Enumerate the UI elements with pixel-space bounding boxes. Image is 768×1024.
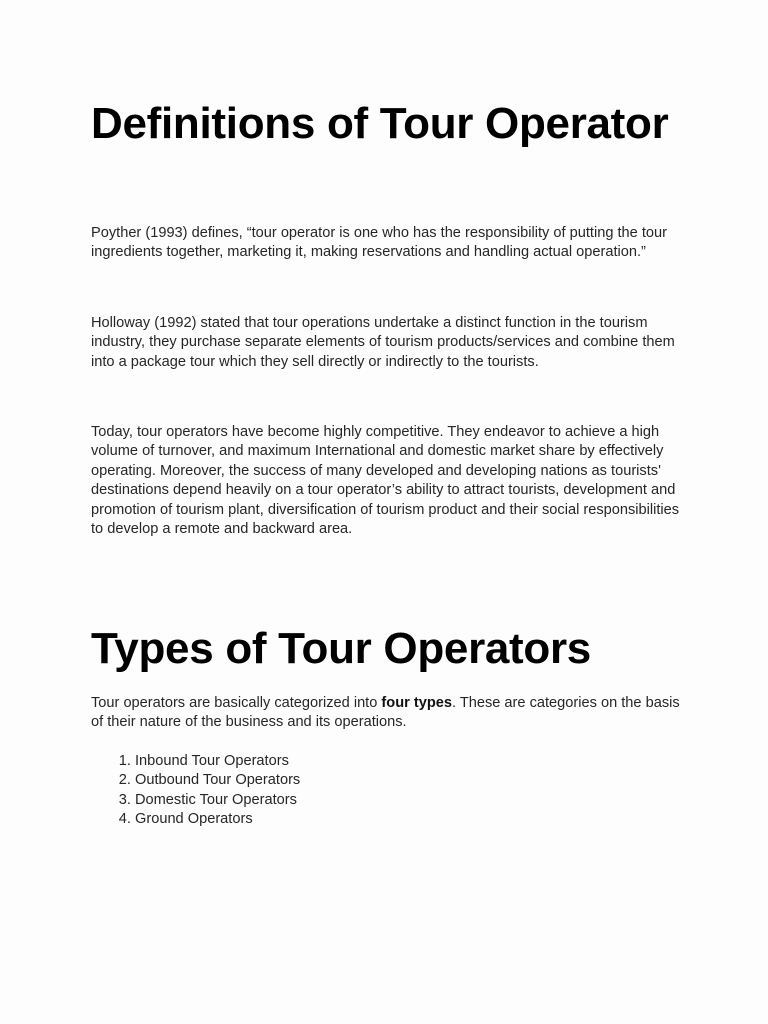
heading-types: Types of Tour Operators bbox=[91, 624, 591, 673]
intro-text-before: Tour operators are basically categorized into bbox=[91, 695, 382, 711]
intro-bold-four-types: four types bbox=[381, 695, 452, 711]
list-item-ground: 4. Ground Operators bbox=[135, 810, 300, 829]
paragraph-holloway-definition: Holloway (1992) stated that tour operations undertake a distinct function in the tourism industry, they purchase separate elements of tourism products/services and combine them into a package tour which they sell directly or indirectly to the tourists. bbox=[91, 315, 675, 370]
paragraph-competitiveness: Today, tour operators have become highly competitive. They endeavor to achieve a high volume of turnover, and maximum International and domestic market share by effectively operating. Moreover, the success of many developed and developing nations as tourists' destinations depend heavily on a tour operator’s ability to attract tourists, development and promotion of tourism plant, diversification of tourism product and their social responsibilities to develop a remote and backward area. bbox=[91, 424, 680, 538]
intro-text-after: . These are categories on the basis of their nature of the business and its operations. bbox=[91, 695, 680, 731]
list-item-inbound: 1. Inbound Tour Operators bbox=[135, 752, 300, 771]
list-item-domestic: 3. Domestic Tour Operators bbox=[135, 791, 300, 810]
heading-definitions: Definitions of Tour Operator bbox=[91, 99, 669, 148]
paragraph-types-intro bbox=[91, 694, 683, 733]
types-list bbox=[91, 752, 300, 830]
paragraph-poyther-definition: Poyther (1993) defines, “tour operator is one who has the responsibility of putting the tour ingredients together, marketing it, making reservations and handling actual operation.” bbox=[91, 225, 667, 261]
list-item-outbound: 2. Outbound Tour Operators bbox=[135, 771, 300, 790]
